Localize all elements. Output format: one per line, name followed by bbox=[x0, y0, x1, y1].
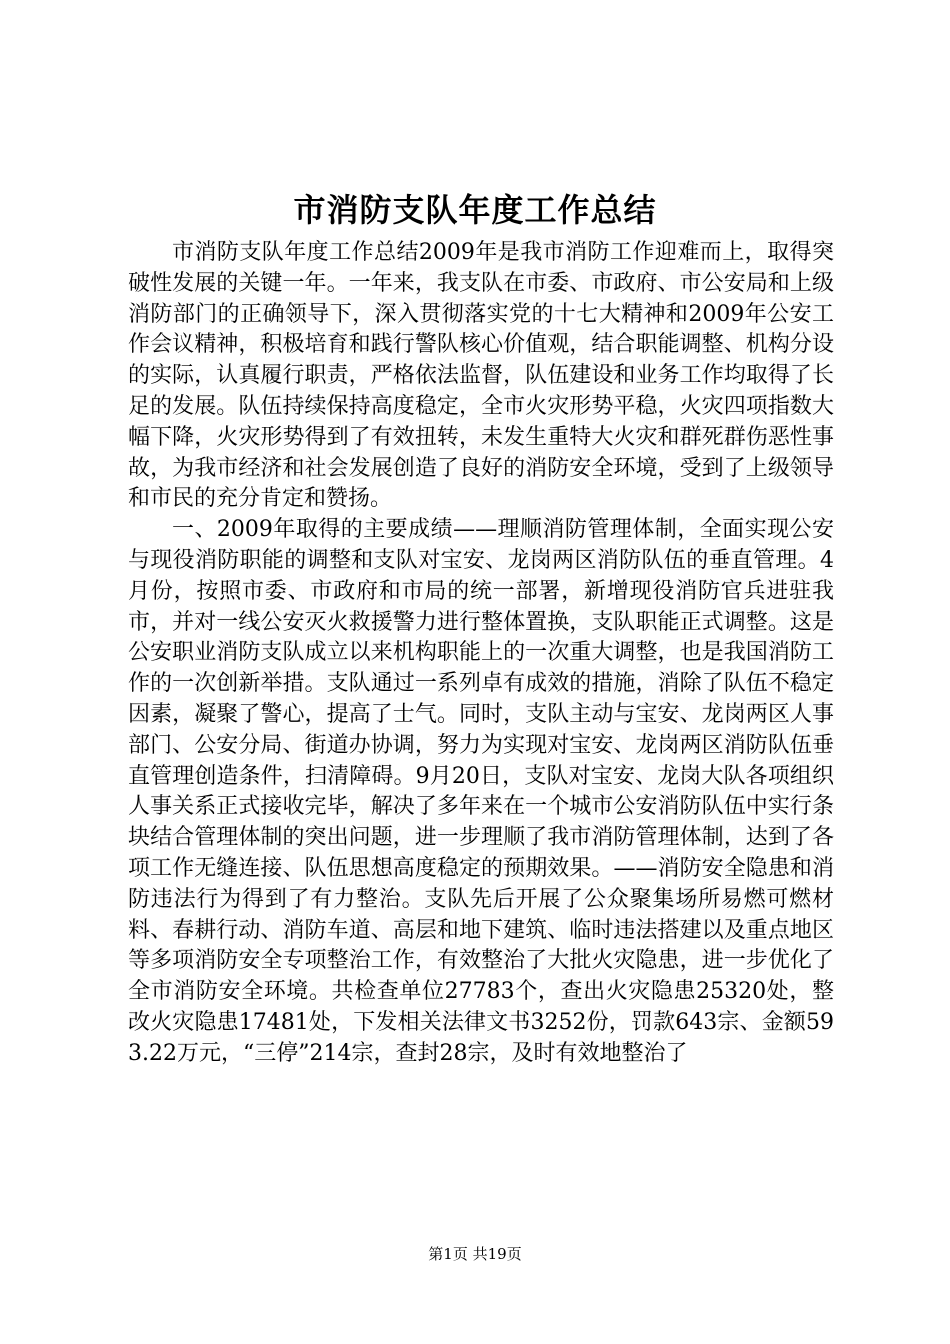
paragraph-intro: 市消防支队年度工作总结2009年是我市消防工作迎难而上，取得突破性发展的关键一年。一年来，我支队在市委、市政府、市公安局和上级消防部门的正确领导下，深入贯彻落实党的十七大精神和2009年公安工作会议精神，积极培育和践行警队核心价值观，结合职能调整、机构分设的实际，认真履行职责，严格依法监督，队伍建设和业务工作均取得了长足的发展。队伍持续保持高度稳定，全市火灾形势平稳，火灾四项指数大幅下降，火灾形势得到了有效扭转，未发生重特大火灾和群死群伤恶性事故，为我市经济和社会发展创造了良好的消防安全环境，受到了上级领导和市民的充分肯定和赞扬。 bbox=[128, 240, 834, 512]
page-footer: 第1页 共19页 bbox=[428, 1245, 522, 1263]
paragraph-achievements: 一、2009年取得的主要成绩——理顺消防管理体制，全面实现公安与现役消防职能的调整和支队对宝安、龙岗两区消防队伍的垂直管理。4月份，按照市委、市政府和市局的统一部署，新增现役消防官兵进驻我市，并对一线公安灭火救援警力进行整体置换，支队职能正式调整。这是公安职业消防支队成立以来机构职能上的一次重大调整，也是我国消防工作的一次创新举措。支队通过一系列卓有成效的措施，消除了队伍不稳定因素，凝聚了警心，提高了士气。同时，支队主动与宝安、龙岗两区人事部门、公安分局、街道办协调，努力为实现对宝安、龙岗两区消防队伍垂直管理创造条件，扫清障碍。9月20日，支队对宝安、龙岗大队各项组织人事关系正式接收完毕，解决了多年来在一个城市公安消防队伍中实行条块结合管理体制的突出问题，进一步理顺了我市消防管理体制，达到了各项工作无缝连接、队伍思想高度稳定的预期效果。——消防安全隐患和消防违法行为得到了有力整治。支队先后开展了公众聚集场所易燃可燃材料、春耕行动、消防车道、高层和地下建筑、临时违法搭建以及重点地区等多项消防安全专项整治工作，有效整治了大批火灾隐患，进一步优化了全市消防安全环境。共检查单位27783个，查出火灾隐患25320处，整改火灾隐患17481处，下发相关法律文书3252份，罚款643宗、金额593.22万元，“三停”214宗，查封28宗，及时有效地整治了 bbox=[128, 517, 834, 1066]
document-body bbox=[128, 238, 834, 1070]
document-title: 市消防支队年度工作总结 bbox=[293, 191, 657, 229]
